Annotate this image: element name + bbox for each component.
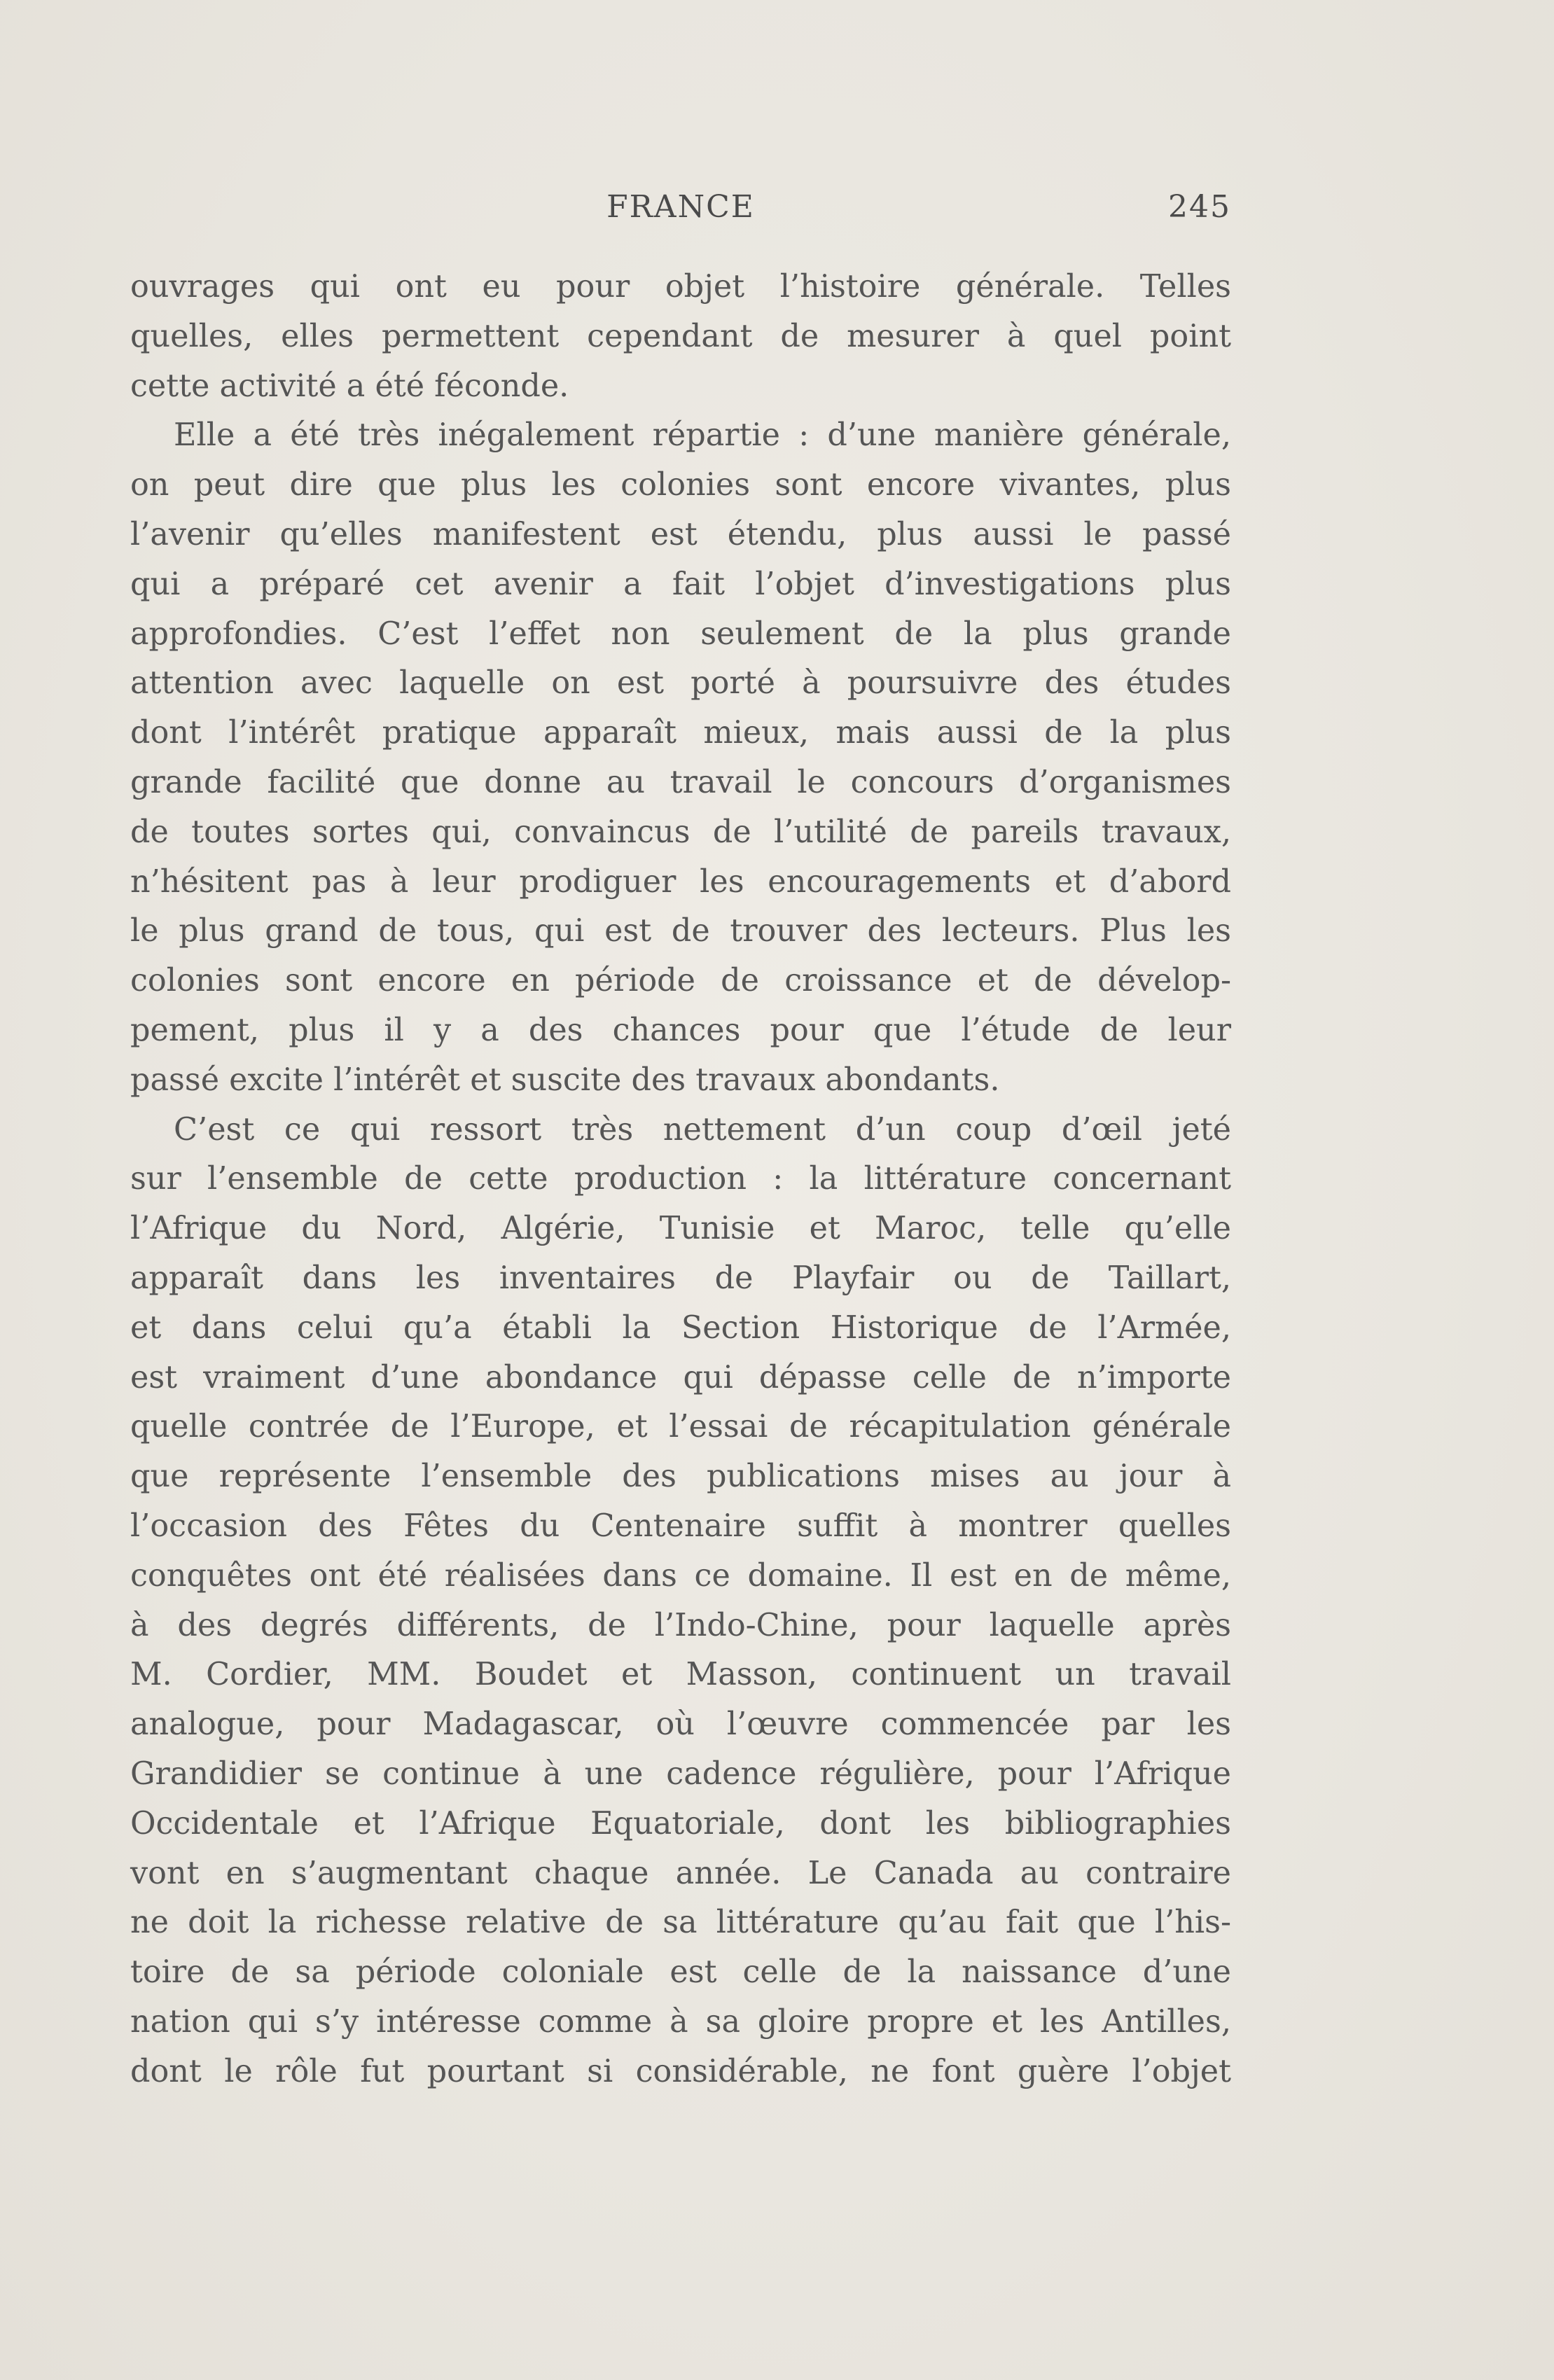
text-line: Elle a été très inégalement répartie : d’une manière générale, <box>174 417 1231 454</box>
text-line: quelles, elles permettent cependant de mesurer à quel point <box>130 318 1231 354</box>
text-line: conquêtes ont été réalisées dans ce domaine. Il est en de même, <box>130 1557 1231 1594</box>
text-line: dont le rôle fut pourtant si considérable, ne font guère l’objet <box>130 2053 1231 2089</box>
text-line: est vraiment d’une abondance qui dépasse celle de n’importe <box>130 1359 1231 1396</box>
text-line: cette activité a été féconde. <box>130 368 569 404</box>
text-line: sur l’ensemble de cette production : la littérature concernant <box>130 1161 1231 1197</box>
text-line: on peut dire que plus les colonies sont encore vivantes, plus <box>130 467 1231 503</box>
text-line: nation qui s’y intéresse comme à sa gloire propre et les Antilles, <box>130 2003 1231 2040</box>
text-line: Grandidier se continue à une cadence régulière, pour l’Afrique <box>130 1755 1231 1792</box>
text-line: C’est ce qui ressort très nettement d’un coup d’œil jeté <box>174 1111 1231 1148</box>
text-line: grande facilité que donne au travail le concours d’organismes <box>130 764 1231 800</box>
text-line: ouvrages qui ont eu pour objet l’histoire générale. Telles <box>130 269 1231 305</box>
text-line: dont l’intérêt pratique apparaît mieux, mais aussi de la plus <box>130 715 1231 751</box>
text-line: apparaît dans les inventaires de Playfair ou de Taillart, <box>130 1260 1231 1296</box>
text-line: n’hésitent pas à leur prodiguer les encouragements et d’abord <box>130 863 1231 900</box>
text-line: que représente l’ensemble des publications mises au jour à <box>130 1459 1231 1495</box>
text-line: M. Cordier, MM. Boudet et Masson, continuent un travail <box>130 1657 1231 1693</box>
text-line: l’avenir qu’elles manifestent est étendu, plus aussi le passé <box>130 516 1231 552</box>
text-line: toire de sa période coloniale est celle de la naissance d’une <box>130 1954 1231 1991</box>
page-number: 245 <box>1168 189 1231 225</box>
text-line: analogue, pour Madagascar, où l’œuvre commencée par les <box>130 1706 1231 1743</box>
text-line: approfondies. C’est l’effet non seulement de la plus grande <box>130 615 1231 652</box>
text-line: passé excite l’intérêt et suscite des travaux abondants. <box>130 1062 1000 1098</box>
text-line: et dans celui qu’a établi la Section Historique de l’Armée, <box>130 1309 1231 1346</box>
text-line: vont en s’augmentant chaque année. Le Canada au contraire <box>130 1855 1231 1891</box>
text-line: pement, plus il y a des chances pour que l’étude de leur <box>130 1012 1231 1048</box>
text-line: colonies sont encore en période de croissance et de dévelop- <box>130 963 1231 999</box>
body-text <box>130 263 1231 2096</box>
text-line: quelle contrée de l’Europe, et l’essai de récapitulation générale <box>130 1409 1231 1445</box>
text-line: l’occasion des Fêtes du Centenaire suffit à montrer quelles <box>130 1508 1231 1544</box>
text-line: l’Afrique du Nord, Algérie, Tunisie et Maroc, telle qu’elle <box>130 1211 1231 1247</box>
running-title: FRANCE <box>606 189 755 225</box>
text-line: Occidentale et l’Afrique Equatoriale, dont les bibliographies <box>130 1805 1231 1842</box>
text-line: ne doit la richesse relative de sa littérature qu’au fait que l’his- <box>130 1905 1231 1941</box>
text-line: de toutes sortes qui, convaincus de l’utilité de pareils travaux, <box>130 814 1231 850</box>
running-head <box>130 189 1231 238</box>
text-line: attention avec laquelle on est porté à poursuivre des études <box>130 665 1231 702</box>
text-line: qui a préparé cet avenir a fait l’objet d’investigations plus <box>130 566 1231 602</box>
text-line: à des degrés différents, de l’Indo-Chine, pour laquelle après <box>130 1607 1231 1643</box>
text-line: le plus grand de tous, qui est de trouver des lecteurs. Plus les <box>130 913 1231 949</box>
